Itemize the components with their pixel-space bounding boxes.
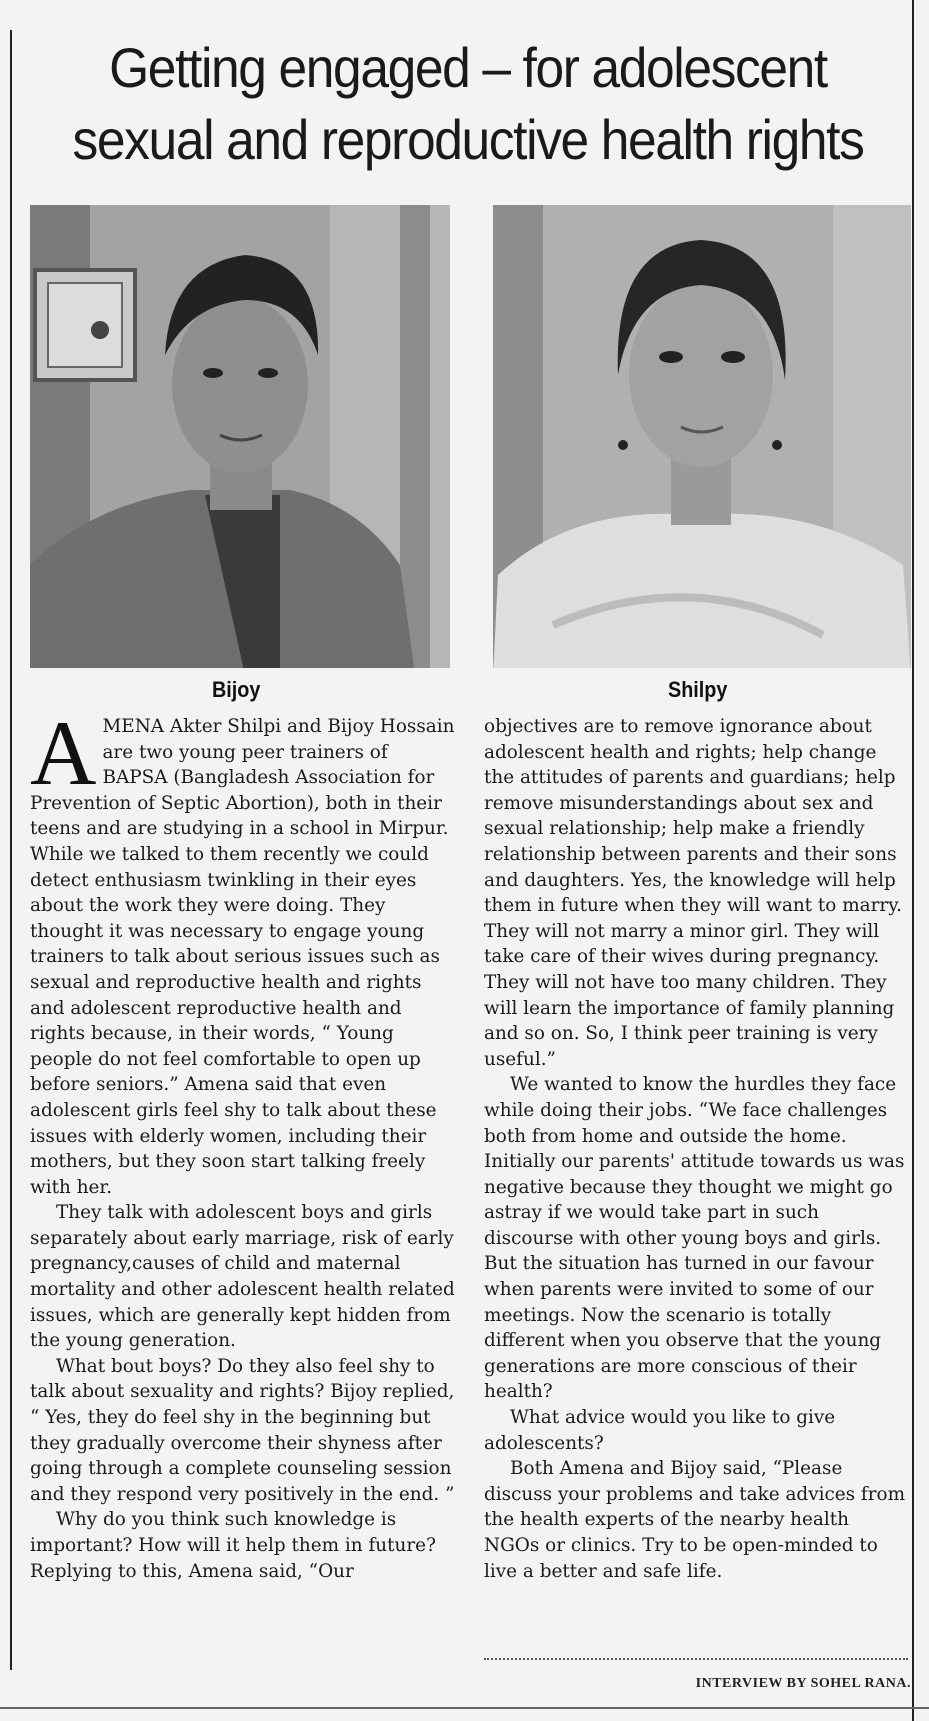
article-column-right [484, 714, 910, 1584]
headline [63, 32, 873, 176]
photo-bijoy [30, 205, 450, 668]
portrait-illustration [493, 205, 911, 668]
article-column-left [30, 702, 456, 1584]
article-paragraph: Why do you think such knowledge is important? How will it help them in future? Replying to this, Amena said, “Our [30, 1509, 436, 1582]
dotted-separator [484, 1658, 908, 1660]
article-paragraph: What advice would you like to give adolescents? [484, 1407, 836, 1454]
column-rule-left [10, 30, 12, 1670]
article-paragraph: We wanted to know the hurdles they face while doing their jobs. “We face challenges both from home and outside the home. Initially our parents' attitude towards us was negative because they thought we might go astray if we would take part in such discourse with other young boys and girls. But the situation has turned in our favour when parents were invited to some of our meetings. Now the scenario is totally different when you observe that the young generations are more conscious of their health? [484, 1074, 905, 1403]
headline-line-1: Getting engaged – for adolescent [109, 36, 827, 99]
drop-cap: A [30, 702, 97, 804]
byline: INTERVIEW BY SOHEL RANA. [695, 1676, 911, 1691]
headline-line-2: sexual and reproductive health rights [72, 108, 864, 171]
article-paragraph: objectives are to remove ignorance about adolescent health and rights; help change the attitudes of parents and guardians; help remove misunderstandings about sex and sexual relationship; help make a friendly relationship between parents and their sons and daughters. Yes, the knowledge will help them in future when they will want to marry. They will not marry a minor girl. They will take care of their wives during pregnancy. They will not have too many children. They will learn the importance of family planning and so on. So, I think peer training is very useful.” [484, 716, 902, 1070]
page-bottom-rule [0, 1707, 929, 1709]
paragraph-text: MENA Akter Shilpi and Bijoy Hossain are two young peer trainers of BAPSA (Bangladesh Association for Prevention of Septic Abortion), both in their teens and are studying in a school in Mirpur. While we talked to them recently we could detect enthusiasm twinkling in their eyes about the work they were doing. They thought it was necessary to engage young trainers to talk about serious issues such as sexual and reproductive health and rights and adolescent reproductive health and rights because, in their words, “ Young people do not feel comfortable to open up before seniors.” Amena said that even adolescent girls feel shy to talk about these issues with elderly women, including their mothers, but they soon start talking freely with her. [30, 716, 455, 1198]
portrait-illustration [30, 205, 450, 668]
article-paragraph [30, 702, 456, 1200]
photo-shilpy [493, 205, 911, 668]
column-rule-right [912, 0, 914, 1721]
photo-caption-bijoy: Bijoy [212, 677, 261, 702]
article-paragraph: Both Amena and Bijoy said, “Please discuss your problems and take advices from the health experts of the nearby health NGOs or clinics. Try to be open-minded to live a better and safe life. [484, 1458, 906, 1582]
article-paragraph: What bout boys? Do they also feel shy to talk about sexuality and rights? Bijoy replied, “ Yes, they do feel shy in the beginning but they gradually overcome their shyness after going through a complete counseling session and they respond very positively in the end. ” [30, 1355, 455, 1505]
article-paragraph: They talk with adolescent boys and girls separately about early marriage, risk of early pregnancy,causes of child and maternal mortality and other adolescent health related issues, which are generally kept hidden from the young generation. [30, 1202, 455, 1352]
photo-caption-shilpy: Shilpy [668, 677, 728, 702]
